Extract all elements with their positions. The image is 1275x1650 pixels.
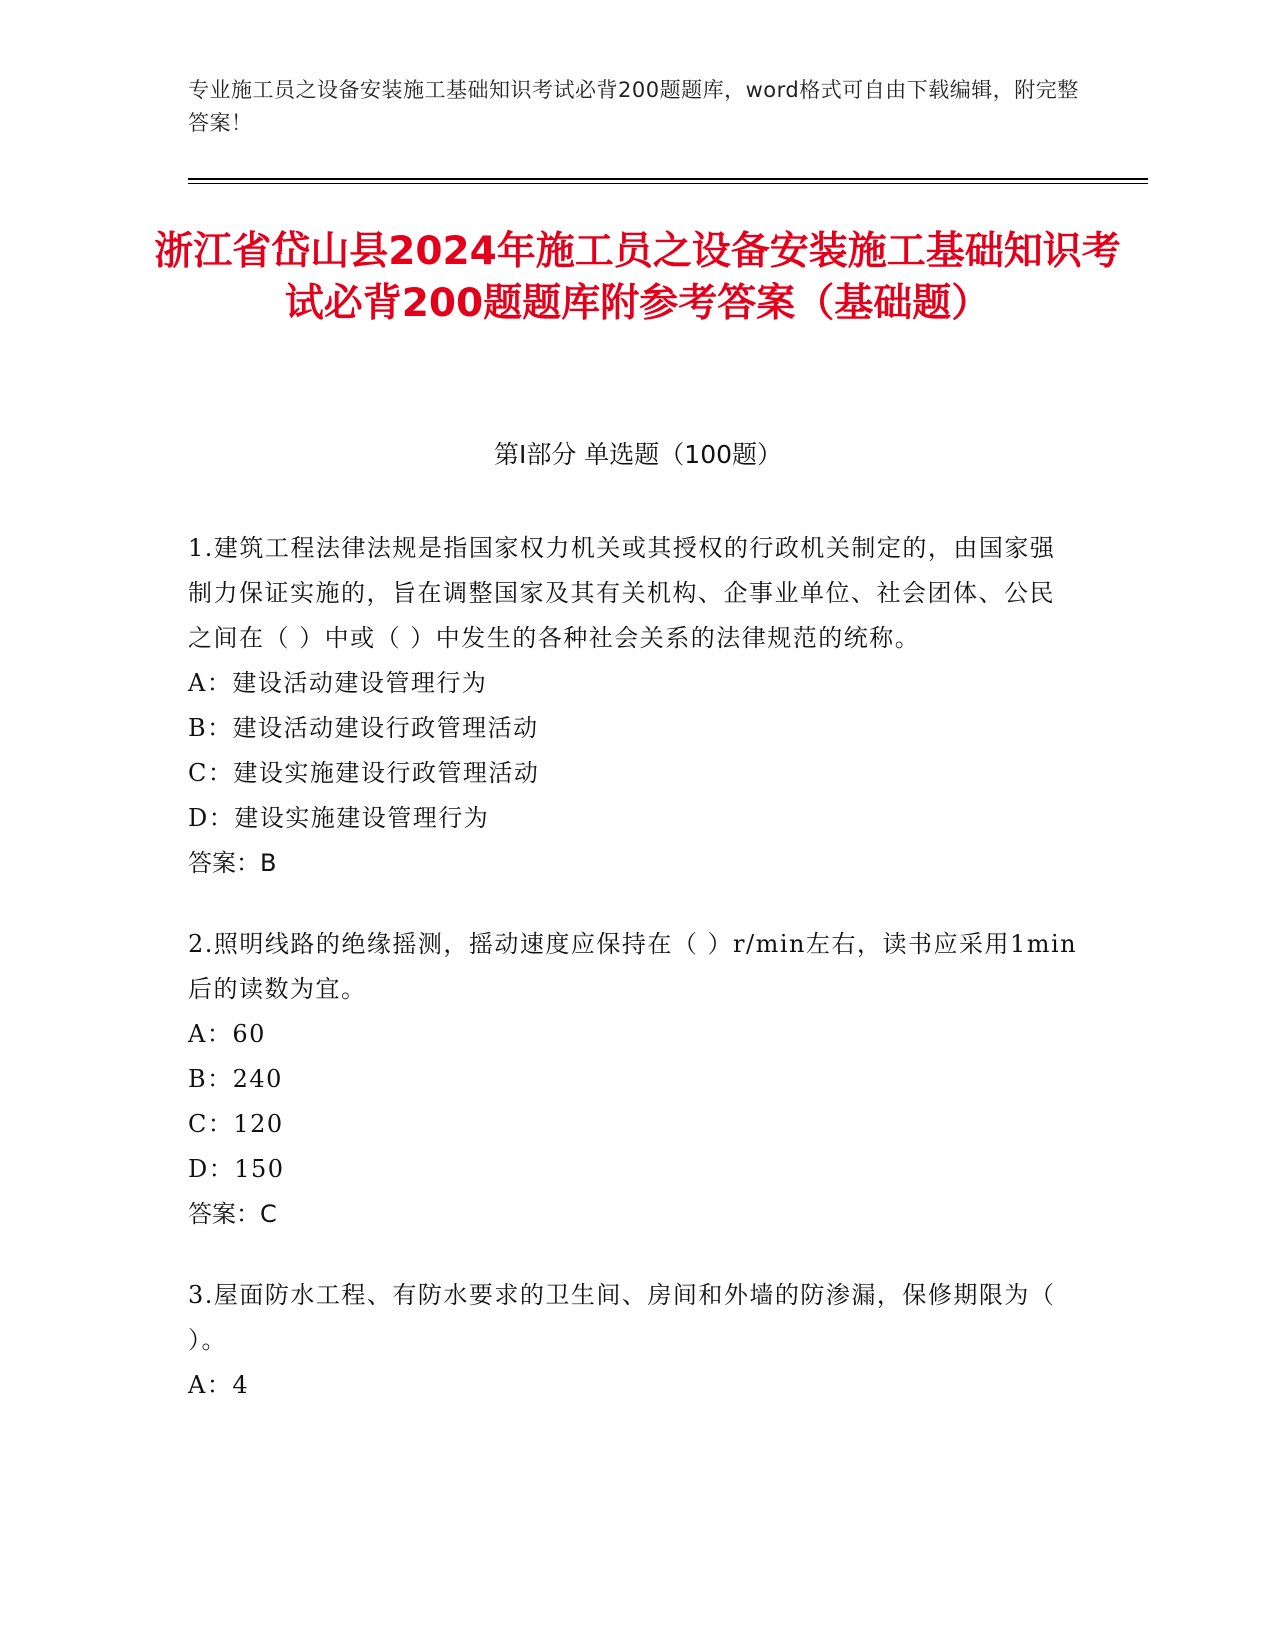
answer-text: 答案：B: [188, 849, 277, 877]
option-d: D：建设实施建设管理行为: [188, 804, 490, 832]
option-b: B：240: [188, 1065, 283, 1093]
question-text: 2.照明线路的绝缘摇测，摇动速度应保持在（ ）r/min左右，读书应采用1min后的读数为宜。: [188, 930, 1078, 1003]
option-c: C：120: [188, 1110, 284, 1138]
option-b: B：建设活动建设行政管理活动: [188, 714, 539, 742]
document-title: 浙江省岱山县2024年施工员之设备安装施工基础知识考试必背200题题库附参考答案（基础题）: [154, 229, 1121, 326]
question-1: [188, 526, 1078, 886]
section-title: 第Ⅰ部分 单选题（100题）: [493, 440, 783, 469]
header-divider-thin: [188, 183, 1148, 184]
question-3: [188, 1273, 1078, 1408]
question-list: [188, 526, 1078, 1444]
option-c: C：建设实施建设行政管理活动: [188, 759, 540, 787]
question-text: 3.屋面防水工程、有防水要求的卫生间、房间和外墙的防渗漏，保修期限为（ ）。: [188, 1281, 1056, 1354]
question-2: [188, 922, 1078, 1237]
answer-text: 答案：C: [188, 1200, 277, 1228]
option-d: D：150: [188, 1155, 285, 1183]
option-a: A：4: [188, 1371, 250, 1399]
header-divider-thick: [188, 178, 1148, 180]
question-text: 1.建筑工程法律法规是指国家权力机关或其授权的行政机关制定的，由国家强制力保证实施的，旨在调整国家及其有关机构、企事业单位、社会团体、公民之间在（ ）中或（ ）中发生的各种社会关系的法律规范的统称。: [188, 534, 1056, 652]
option-a: A：建设活动建设管理行为: [188, 669, 488, 697]
header-note: 专业施工员之设备安装施工基础知识考试必背200题题库，word格式可自由下载编辑，附完整答案！: [188, 78, 1079, 135]
option-a: A：60: [188, 1020, 266, 1048]
